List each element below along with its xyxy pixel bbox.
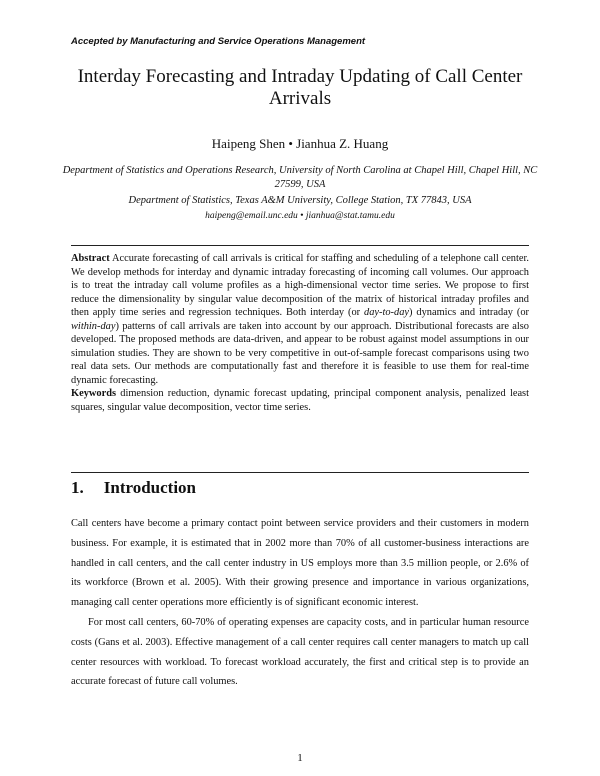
keywords-paragraph	[71, 387, 529, 414]
abstract-top-rule	[71, 245, 529, 246]
introduction-body	[71, 514, 529, 692]
abstract-text-1: Accurate forecasting of call arrivals is critical for staffing and scheduling of a telephone call center. We develop methods for interday and dynamic intraday forecasting of incoming call volumes. Our approach is to treat the intraday call volume profiles as a high-dimensional vector time series. We propose to first reduce the dimensionality by singular value decomposition of the matrix of historical intraday profiles and then apply time series and regression techniques. Both interday (or	[71, 253, 529, 318]
abstract-text-2: ) dynamics and intraday (or	[409, 307, 529, 318]
keywords-text: dimension reduction, dynamic forecast updating, principal component analysis, penalized least squares, singular value decomposition, vector time series.	[71, 388, 529, 413]
abstract-block	[71, 252, 529, 414]
abstract-text-3: ) patterns of call arrivals are taken into account by our approach. Distributional forecasts are also developed. The proposed methods are data-driven, and appear to be robust against model assumptions in our simulation studies. They are shown to be very competitive in out-of-sample forecast comparisons using two real data sets. Our methods are computationally fast and therefore it is feasible to use them for real-time dynamic forecasting.	[71, 320, 529, 386]
affiliation-unc: Department of Statistics and Operations Research, University of North Carolina at Chapel Hill, Chapel Hill, NC 27599, USA	[62, 165, 538, 190]
section-title: Introduction	[103, 478, 197, 497]
keywords-label: Keywords	[71, 388, 117, 399]
author-emails: haipeng@email.unc.edu • jianhua@stat.tamu.edu	[205, 211, 395, 221]
section-number: 1.	[71, 478, 84, 497]
section-heading	[71, 478, 196, 498]
abstract-emphasis-day-to-day: day-to-day	[364, 307, 410, 318]
abstract-paragraph	[71, 252, 529, 387]
page-number: 1	[297, 752, 303, 764]
paper-title: Interday Forecasting and Intraday Updating of Call Center Arrivals	[77, 66, 523, 109]
journal-acceptance-note: Accepted by Manufacturing and Service Operations Management	[71, 36, 366, 47]
abstract-bottom-rule	[71, 472, 529, 473]
abstract-emphasis-within-day: within-day	[71, 320, 116, 332]
intro-paragraph-2: For most call centers, 60-70% of operating expenses are capacity costs, and in particular human resource costs (Gans et al. 2003). Effective management of a call center requires call center managers to match up call center resources with workload. To forecast workload accurately, the first and critical step is to provide an accurate forecast of future call volumes.	[71, 616, 529, 688]
affiliation-tamu: Department of Statistics, Texas A&M University, College Station, TX 77843, USA	[128, 195, 472, 206]
abstract-label: Abstract	[71, 253, 110, 264]
author-list: Haipeng Shen • Jianhua Z. Huang	[211, 136, 389, 151]
intro-paragraph-1: Call centers have become a primary contact point between service providers and their customers in modern business. For example, it is estimated that in 2002 more than 70% of all customer-business interactions are handled in call centers, and the call center industry in US employs more than 3.5 million people, or 2.6% of its workforce (Brown et al. 2005). With their growing presence and importance in various organizations, managing call center operations more efficiently is of significant economic interest.	[71, 518, 529, 609]
